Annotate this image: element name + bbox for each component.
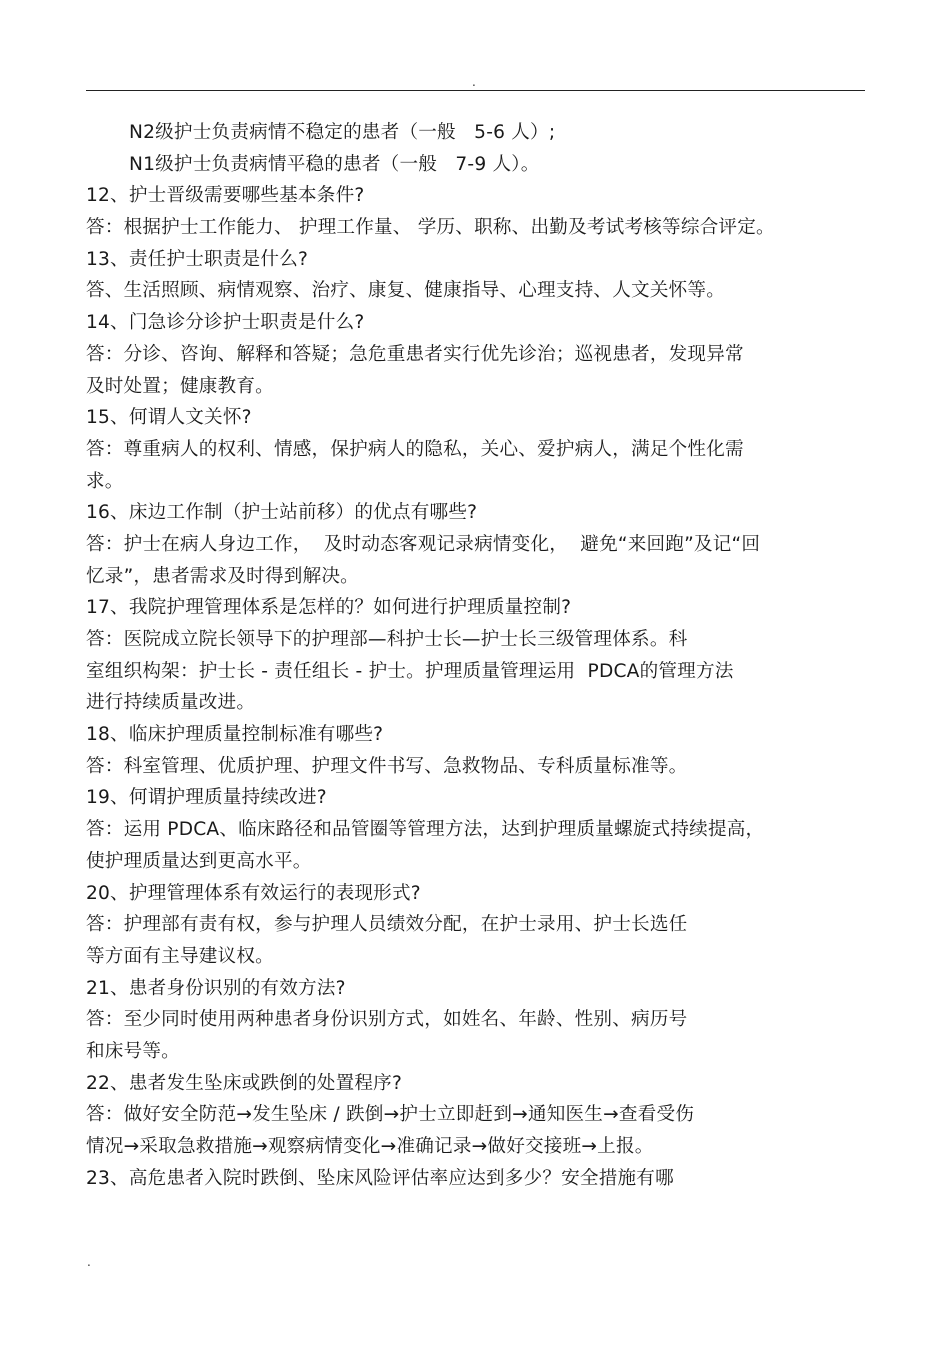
text-line: 答：运用 PDCA、临床路径和品管圈等管理方法，达到护理质量螺旋式持续提高， <box>86 819 765 841</box>
text-line: 21、患者身份识别的有效方法? <box>86 977 346 999</box>
text-line: 和床号等。 <box>86 1040 180 1062</box>
text-line: 答：尊重病人的权利、情感，保护病人的隐私，关心、爱护病人，满足个性化需 <box>86 438 744 460</box>
text-line: 23、高危患者入院时跌倒、坠床风险评估率应达到多少？安全措施有哪 <box>86 1167 674 1189</box>
header-rule <box>86 90 865 91</box>
text-line: 等方面有主导建议权。 <box>86 945 274 967</box>
text-line: 15、何谓人文关怀? <box>86 407 252 429</box>
text-line: 答：分诊、咨询、解释和答疑；急危重患者实行优先诊治；巡视患者，发现异常 <box>86 343 744 365</box>
text-line: 求。 <box>86 470 124 492</box>
page-top-mark: . <box>472 75 476 89</box>
text-line: 答：做好安全防范→发生坠床 / 跌倒→护士立即赶到→通知医生→查看受伤 <box>86 1104 695 1126</box>
text-line: 忆录”，患者需求及时得到解决。 <box>86 565 359 587</box>
text-line: 室组织构架：护士长 - 责任组长 - 护士。护理质量管理运用 PDCA的管理方法 <box>86 660 734 682</box>
text-line: 答、生活照顾、病情观察、治疗、康复、健康指导、心理支持、人文关怀等。 <box>86 280 725 302</box>
text-line: 18、临床护理质量控制标准有哪些? <box>86 724 384 746</box>
text-line: 答：护士在病人身边工作， 及时动态客观记录病情变化， 避免“来回跑”及记“回 <box>86 533 761 555</box>
text-line: 答：至少同时使用两种患者身份识别方式，如姓名、年龄、性别、病历号 <box>86 1009 688 1031</box>
text-line: 19、何谓护理质量持续改进? <box>86 787 327 809</box>
text-line: N2级护士负责病情不稳定的患者（一般 5-6 人）; <box>129 122 556 143</box>
document-body <box>86 117 876 1194</box>
text-line: N1级护士负责病情平稳的患者（一般 7-9 人）。 <box>129 153 540 175</box>
text-line: 答：科室管理、优质护理、护理文件书写、急救物品、专科质量标准等。 <box>86 755 688 777</box>
text-line: 12、护士晋级需要哪些基本条件? <box>86 185 365 207</box>
text-line: 13、责任护士职责是什么? <box>86 248 309 270</box>
text-line: 答：根据护士工作能力、 护理工作量、 学历、职称、出勤及考试考核等综合评定。 <box>86 217 775 239</box>
text-line: 进行持续质量改进。 <box>86 692 256 714</box>
text-line: 20、护理管理体系有效运行的表现形式? <box>86 882 421 904</box>
text-line: 16、床边工作制（护士站前移）的优点有哪些? <box>86 502 478 524</box>
text-line: 22、患者发生坠床或跌倒的处置程序? <box>86 1072 403 1094</box>
text-line: 17、我院护理管理体系是怎样的？如何进行护理质量控制? <box>86 597 572 619</box>
text-line: 情况→采取急救措施→观察病情变化→准确记录→做好交接班→上报。 <box>86 1136 654 1157</box>
page-bottom-mark: . <box>87 1255 91 1269</box>
text-line: 及时处置；健康教育。 <box>86 375 274 397</box>
text-line: 答：护理部有责有权，参与护理人员绩效分配，在护士录用、护士长选任 <box>86 914 688 936</box>
text-line: 答：医院成立院长领导下的护理部—科护士长—护士长三级管理体系。科 <box>86 629 688 650</box>
text-line: 14、门急诊分诊护士职责是什么? <box>86 312 365 334</box>
text-line: 使护理质量达到更高水平。 <box>86 850 312 872</box>
